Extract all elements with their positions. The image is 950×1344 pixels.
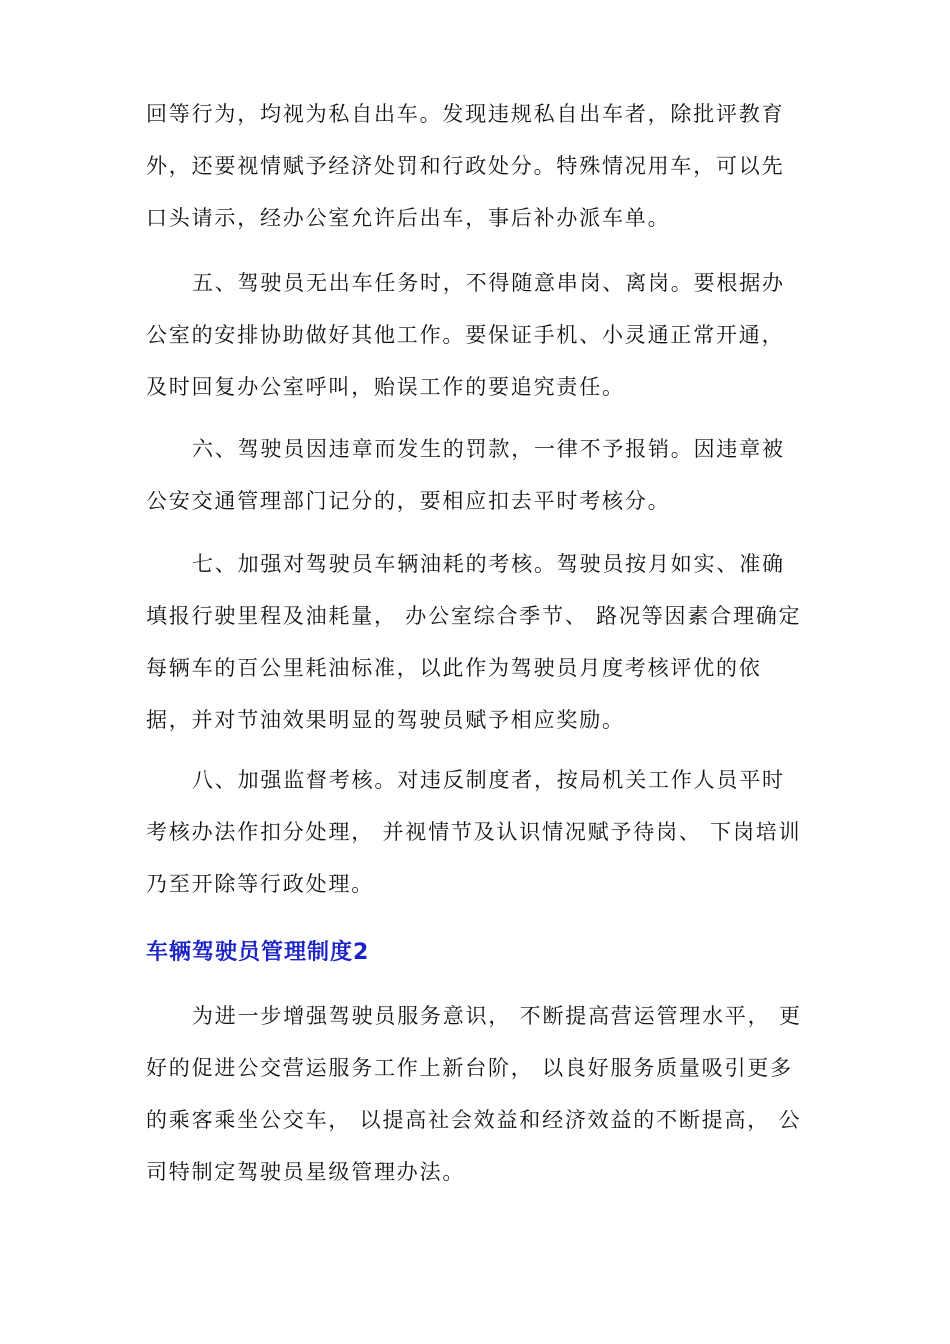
paragraph-item-6 — [146, 423, 818, 527]
text-line: 每辆车的百公里耗油标准，以此作为驾驶员月度考核评优的依 — [146, 656, 762, 680]
text-line: 口头请示，经办公室允许后出车，事后补办派车单。 — [146, 206, 671, 230]
text-line: 的乘客乘坐公交车， 以提高社会效益和经济效益的不断提高， 公 — [146, 1108, 802, 1132]
text-line: 五、驾驶员无出车任务时，不得随意串岗、离岗。要根据办 — [192, 271, 785, 295]
text-line: 乃至开除等行政处理。 — [146, 872, 374, 896]
text-line: 填报行驶里程及油耗量， 办公室综合季节、 路况等因素合理确定 — [146, 604, 802, 628]
paragraph-item-8 — [146, 754, 818, 910]
paragraph-item-5 — [146, 257, 818, 413]
text-line: 好的促进公交营运服务工作上新台阶， 以良好服务质量吸引更多 — [146, 1056, 793, 1080]
paragraph-item-7 — [146, 538, 818, 746]
text-line: 八、加强监督考核。对违反制度者，按局机关工作人员平时 — [192, 768, 785, 792]
text-line: 公安交通管理部门记分的，要相应扣去平时考核分。 — [146, 489, 671, 513]
text-line: 司特制定驾驶员星级管理办法。 — [146, 1160, 466, 1184]
text-line: 公室的安排协助做好其他工作。要保证手机、小灵通正常开通， — [146, 323, 785, 347]
text-line: 据，并对节油效果明显的驾驶员赋予相应奖励。 — [146, 708, 625, 732]
text-line: 六、驾驶员因违章而发生的罚款，一律不予报销。因违章被 — [192, 437, 785, 461]
intro-paragraph — [146, 990, 818, 1198]
text-line: 回等行为，均视为私自出车。发现违规私自出车者，除批评教育 — [146, 102, 785, 126]
text-line: 外，还要视情赋予经济处罚和行政处分。特殊情况用车，可以先 — [146, 154, 785, 178]
paragraph-continuation — [146, 88, 818, 244]
text-line: 为进一步增强驾驶员服务意识， 不断提高营运管理水平， 更 — [192, 1004, 802, 1028]
text-line: 及时回复办公室呼叫，贻误工作的要追究责任。 — [146, 375, 625, 399]
text-line: 考核办法作扣分处理， 并视情节及认识情况赋予待岗、 下岗培训 — [146, 820, 802, 844]
text-line: 七、加强对驾驶员车辆油耗的考核。驾驶员按月如实、准确 — [192, 552, 785, 576]
section-heading: 车辆驾驶员管理制度2 — [146, 940, 370, 965]
